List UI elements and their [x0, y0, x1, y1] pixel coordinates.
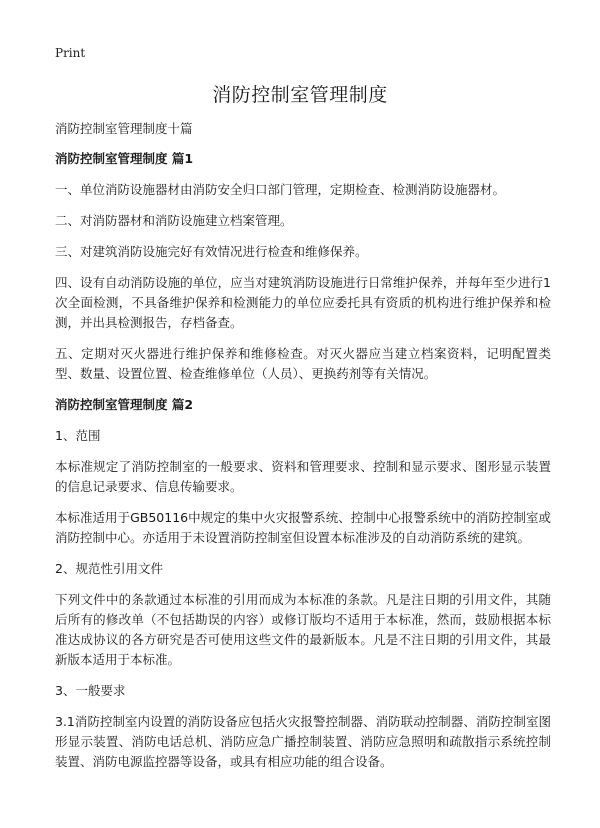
- document-subtitle: 消防控制室管理制度十篇: [55, 121, 193, 136]
- paragraph: 3.1消防控制室内设置的消防设备应包括火灾报警控制器、消防联动控制器、消防控制室图形显示装置、消防电话总机、消防应急广播控制装置、消防应急照明和疏散指示系统控制装置、消防电源监控器等设备，或具有相应功能的组合设备。: [55, 714, 551, 769]
- paragraph: 四、设有自动消防设施的单位，应当对建筑消防设施进行日常维护保养，并每年至少进行1次全面检测，不具备维护保养和检测能力的单位应委托具有资质的机构进行维护保养和检测，并出具检测报告，存档备查。: [55, 275, 551, 330]
- page-title: 消防控制室管理制度: [212, 84, 388, 106]
- paragraph: 二、对消防器材和消防设施建立档案管理。: [55, 213, 293, 228]
- paragraph: 一、单位消防设施器材由消防安全归口部门管理，定期检查、检测消防设施器材。: [55, 182, 506, 197]
- document-body: [55, 119, 551, 772]
- paragraph: 本标准规定了消防控制室的一般要求、资料和管理要求、控制和显示要求、图形显示装置的信息记录要求、信息传输要求。: [55, 459, 551, 494]
- section-heading: 消防控制室管理制度 篇2: [55, 397, 194, 412]
- section-heading: 消防控制室管理制度 篇1: [55, 151, 194, 166]
- paragraph: 1、范围: [55, 428, 101, 443]
- paragraph: 本标准适用于GB50116中规定的集中火灾报警系统、控制中心报警系统中的消防控制室或消防控制中心。亦适用于未设置消防控制室但设置本标准涉及的自动消防系统的建筑。: [55, 510, 551, 545]
- paragraph: 下列文件中的条款通过本标准的引用而成为本标准的条款。凡是注日期的引用文件，其随后所有的修改单（不包括勘误的内容）或修订版均不适用于本标准，然而，鼓励根据本标准达成协议的各方研究是否可使用这些文件的最新版本。凡是不注日期的引用文件，其最新版本适用于本标准。: [55, 592, 551, 667]
- paragraph: 3、一般要求: [55, 683, 126, 698]
- print-link[interactable]: Print: [55, 46, 86, 60]
- paragraph: 三、对建筑消防设施完好有效情况进行检查和维修保养。: [55, 244, 368, 259]
- paragraph: 2、规范性引用文件: [55, 561, 163, 576]
- paragraph: 五、定期对灭火器进行维护保养和维修检查。对灭火器应当建立档案资料，记明配置类型、数量、设置位置、检查维修单位（人员）、更换药剂等有关情况。: [55, 346, 551, 381]
